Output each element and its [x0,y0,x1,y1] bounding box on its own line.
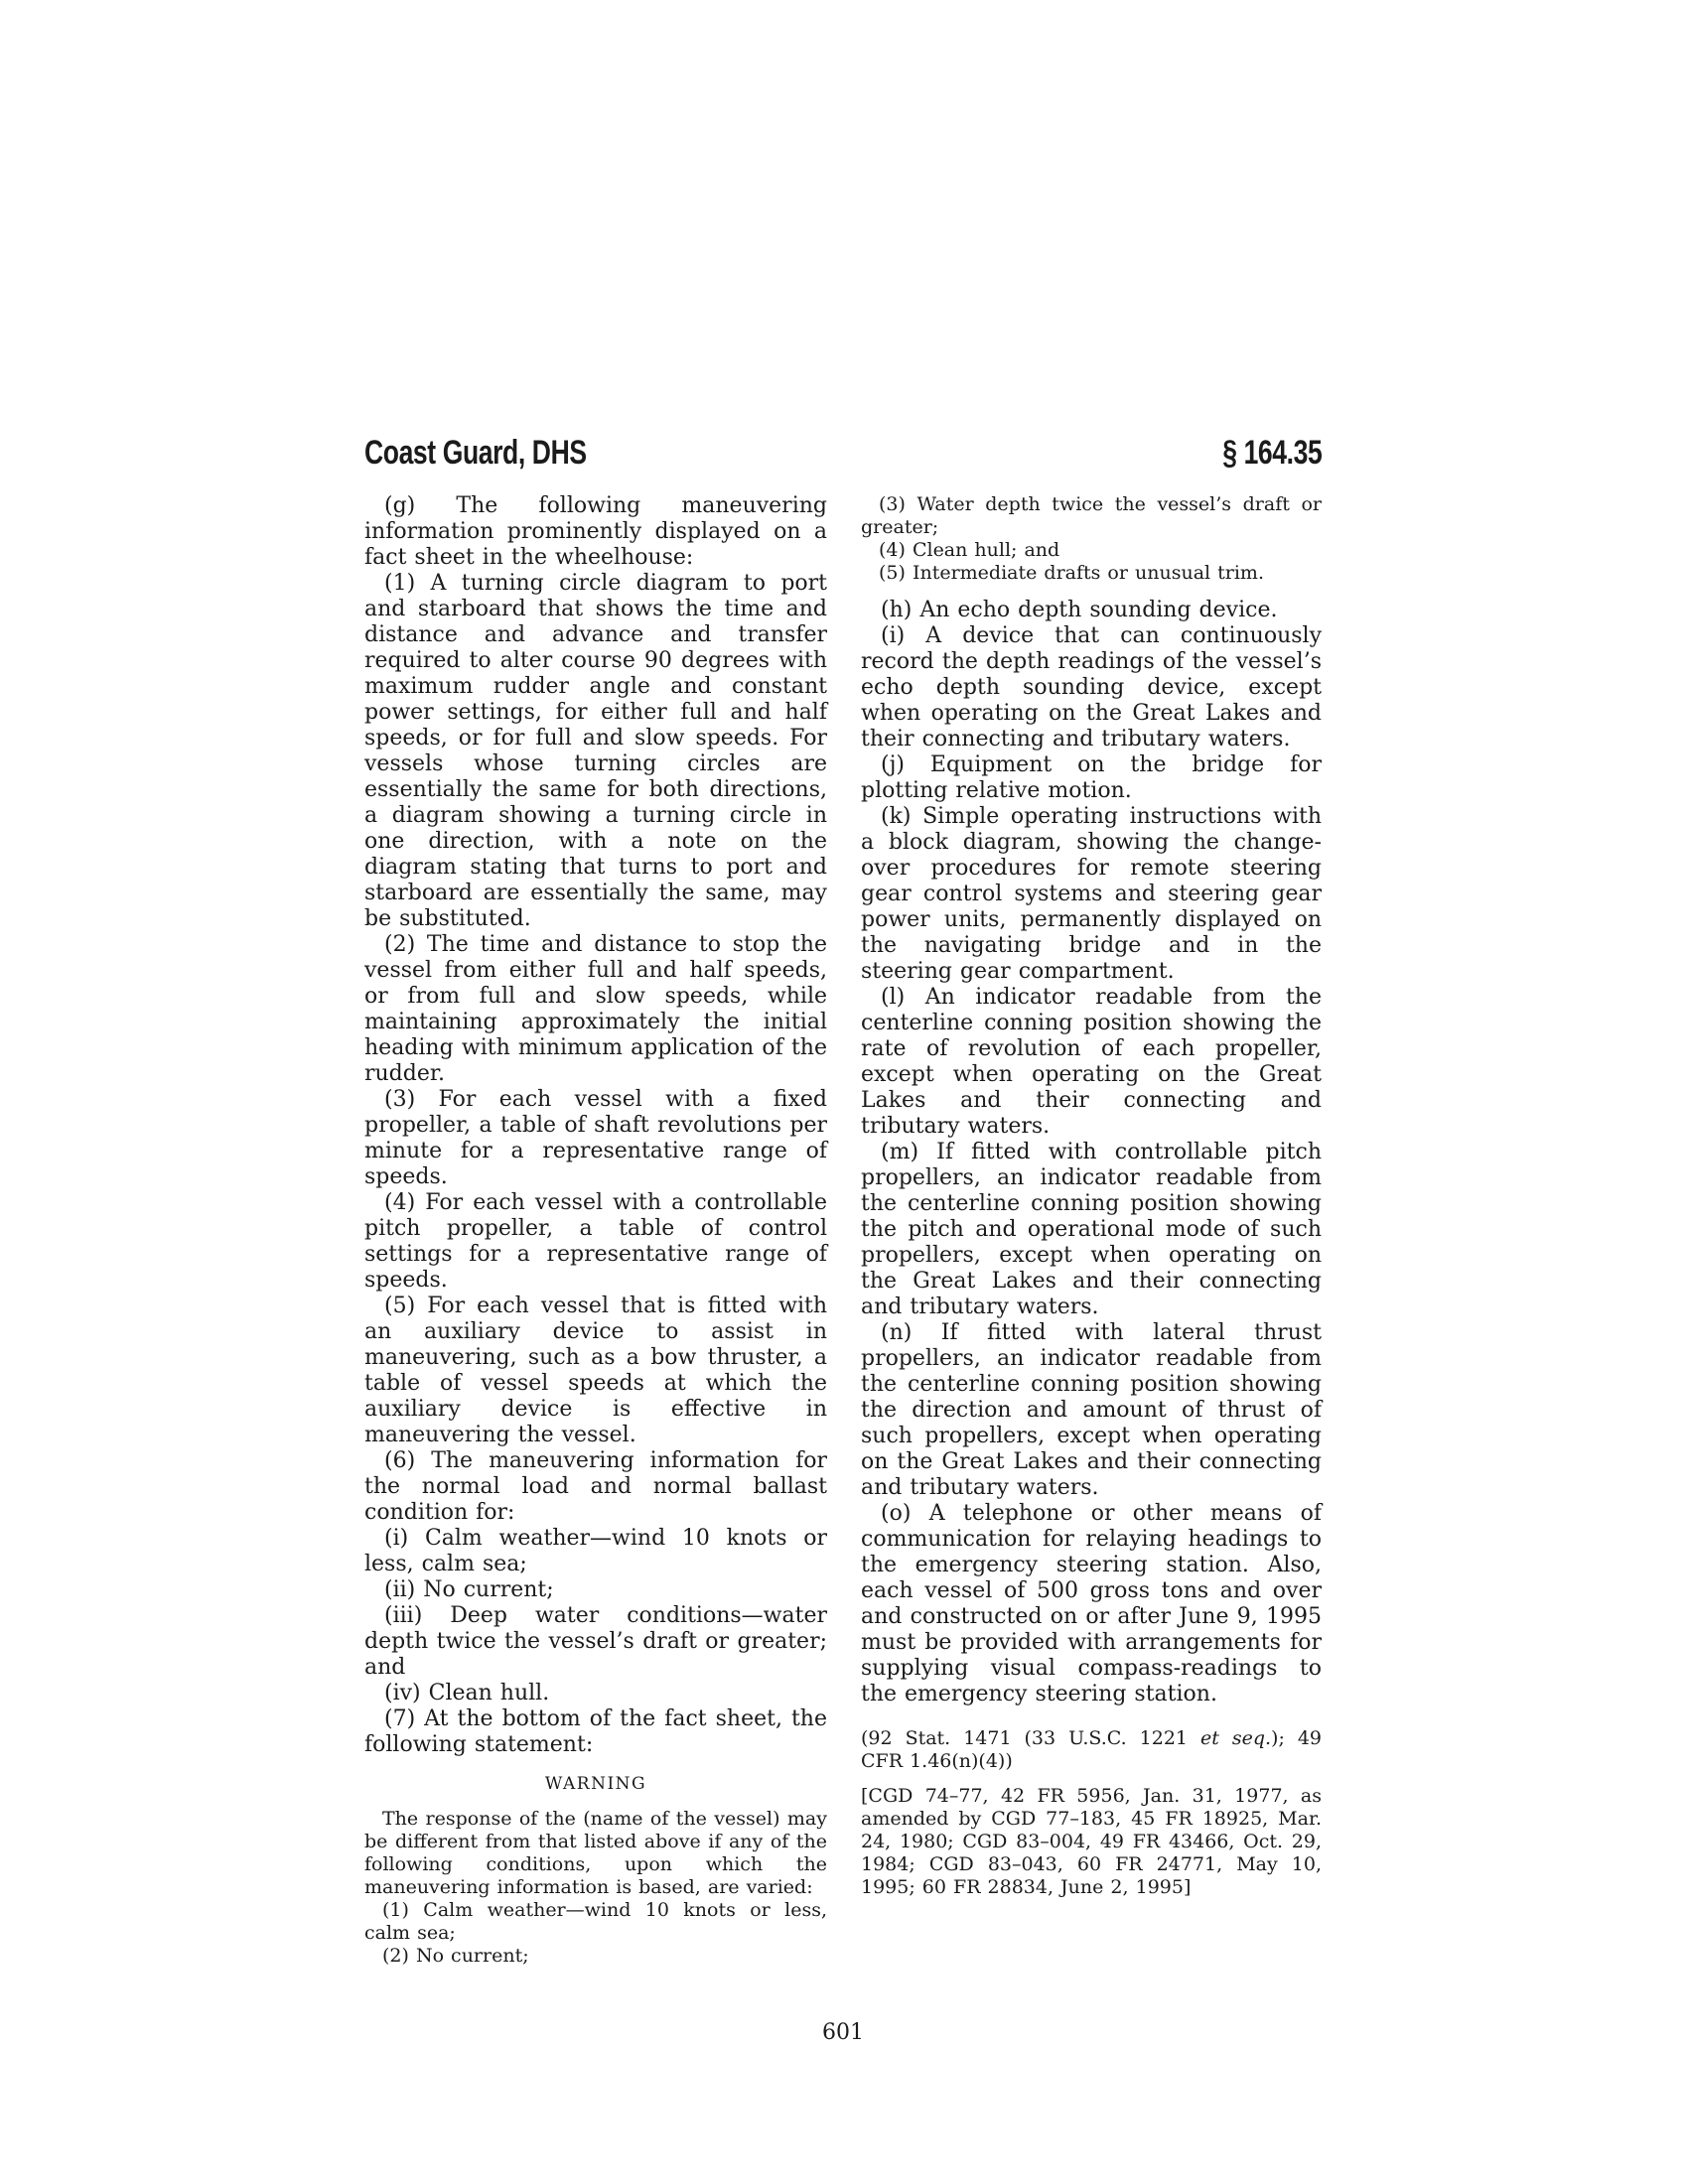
paragraph: (1) A turning circle diagram to port and starboard that shows the time and distance and advance and transfer required to alter course 90 degrees with maximum rudder angle and constant power settings, for either full and half speeds, or for full and slow speeds. For vessels whose turning circles are essentially the same for both directions, a diagram showing a turning circle in one direction, with a note on the diagram stating that turns to port and starboard are essentially the same, may be substituted. [364,571,827,931]
paragraph: The response of the (name of the vessel) may be different from that listed above if any of the following conditions, upon which the maneuvering information is based, are varied: [364,1808,827,1898]
paragraph: (i) Calm weather—wind 10 knots or less, calm sea; [364,1526,827,1576]
paragraph: (k) Simple operating instructions with a block diagram, showing the change-over procedures for remote steering gear control systems and steering gear power units, permanently displayed on the navigating bridge and in the steering gear compartment. [861,804,1322,984]
content-block [364,435,1322,1968]
paragraph: (n) If fitted with lateral thrust propellers, an indicator readable from the centerline conning position showing the direction and amount of thrust of such propellers, except when operating on the Great Lakes and their connecting and tributary waters. [861,1320,1322,1500]
paragraph: [CGD 74–77, 42 FR 5956, Jan. 31, 1977, as amended by CGD 77–183, 45 FR 18925, Mar. 24, 1980; CGD 83–004, 49 FR 43466, Oct. 29, 1984; CGD 83–043, 60 FR 24771, May 10, 1995; 60 FR 28834, June 2, 1995] [861,1785,1322,1898]
text-columns [364,493,1322,1968]
paragraph: (1) Calm weather—wind 10 knots or less, calm sea; [364,1899,827,1944]
paragraph: (2) No current; [382,1945,529,1967]
paragraph: (ii) No current; [384,1577,554,1602]
paragraph: (5) Intermediate drafts or unusual trim. [879,562,1264,584]
paragraph: (4) For each vessel with a controllable pitch propeller, a table of control settings for a representative range of speeds. [364,1190,827,1293]
running-head [364,435,1322,471]
paragraph: (92 Stat. 1471 (33 U.S.C. 1221 et seq.); 49 CFR 1.46(n)(4)) [861,1727,1322,1772]
warning-heading: WARNING [544,1774,647,1794]
paragraph: (iii) Deep water conditions—water depth twice the vessel’s draft or greater; and [364,1603,827,1680]
page-number: 601 [822,2020,864,2045]
column-left [364,493,827,1968]
paragraph: (o) A telephone or other means of communication for relaying headings to the emergency steering station. Also, each vessel of 500 gross tons and over and constructed on or after June 9, 1995 must be provided with arrangements for supplying visual compass-readings to the emergency steering station. [861,1501,1322,1706]
column-right [861,493,1322,1968]
paragraph: (iv) Clean hull. [384,1681,550,1706]
paragraph: (3) For each vessel with a fixed propeller, a table of shaft revolutions per minute for a representative range of speeds. [364,1087,827,1189]
paragraph: (g) The following maneuvering information prominently displayed on a fact sheet in the wheelhouse: [364,493,827,570]
paragraph: (h) An echo depth sounding device. [881,598,1278,622]
paragraph: (6) The maneuvering information for the normal load and normal ballast condition for: [364,1448,827,1525]
paragraph: (l) An indicator readable from the centerline conning position showing the rate of revolution of each propeller, except when operating on the Great Lakes and their connecting and tributary waters. [861,985,1322,1139]
paragraph: (4) Clean hull; and [879,539,1060,561]
paragraph: (3) Water depth twice the vessel’s draft or greater; [861,493,1322,538]
running-head-section: § 164.35 [1221,434,1322,472]
paragraph: (2) The time and distance to stop the vessel from either full and half speeds, or from full and slow speeds, while maintaining approximately the initial heading with minimum application of the rudder. [364,932,827,1086]
running-head-title: Coast Guard, DHS [364,434,587,472]
paragraph: (i) A device that can continuously record the depth readings of the vessel’s echo depth sounding device, except when operating on the Great Lakes and their connecting and tributary waters. [861,623,1322,751]
paragraph: (7) At the bottom of the fact sheet, the following statement: [364,1706,827,1757]
paragraph: (5) For each vessel that is fitted with an auxiliary device to assist in maneuvering, such as a bow thruster, a table of vessel speeds at which the auxiliary device is effective in maneuvering the vessel. [364,1294,827,1447]
paragraph: (j) Equipment on the bridge for plotting relative motion. [861,752,1322,803]
paragraph: (m) If fitted with controllable pitch propellers, an indicator readable from the centerline conning position showing the pitch and operational mode of such propellers, except when operating on the Great Lakes and their connecting and tributary waters. [861,1140,1322,1319]
